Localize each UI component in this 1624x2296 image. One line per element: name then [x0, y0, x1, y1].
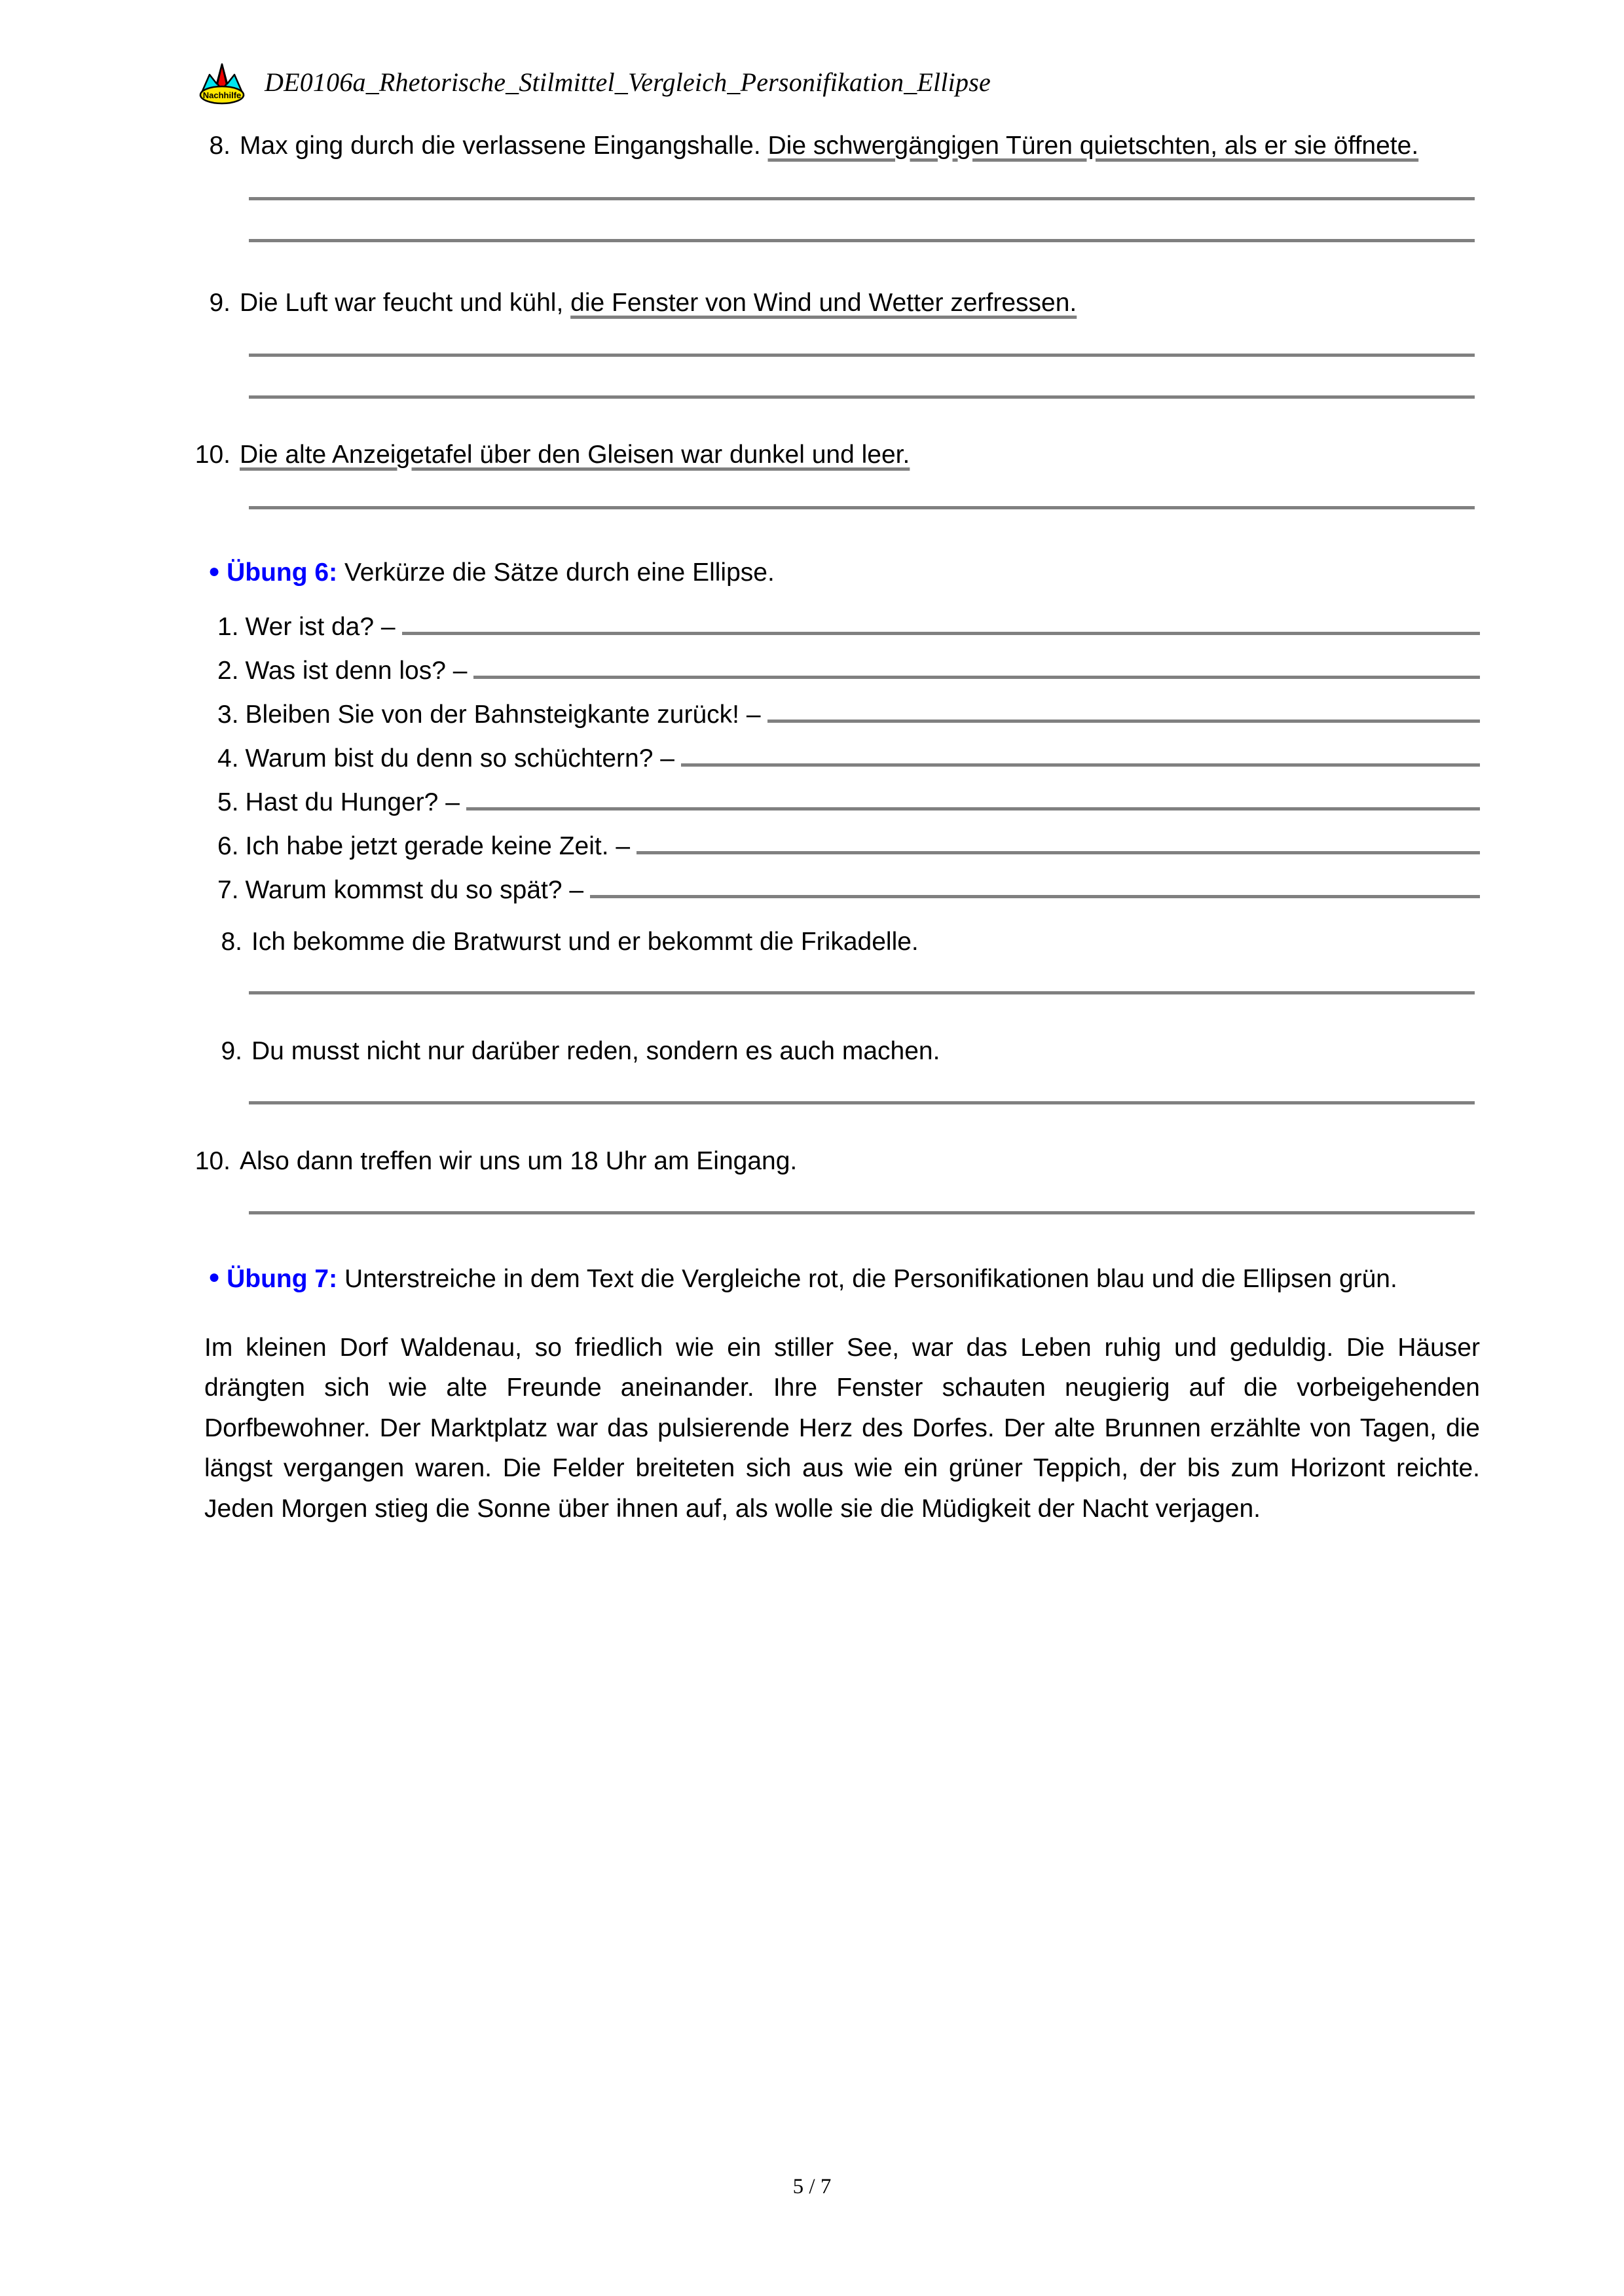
- exercise-7-label: Übung 7:: [227, 1264, 338, 1293]
- item-number: 8.: [209, 132, 231, 160]
- bullet-icon: ●: [208, 1266, 221, 1288]
- exercise-6-heading: [190, 556, 1480, 590]
- item-number: 4.: [217, 744, 239, 773]
- bullet-icon: ●: [208, 560, 221, 582]
- exercise-7-heading: [190, 1263, 1480, 1296]
- list-item: [190, 1145, 1480, 1178]
- item-number: 9.: [209, 288, 231, 317]
- document-title: DE0106a_Rhetorische_Stilmittel_Vergleich_Personifikation_Ellipse: [265, 67, 991, 97]
- item-plain-text: Max ging durch die verlassene Eingangshalle.: [240, 132, 768, 160]
- item-number: 6.: [217, 831, 239, 860]
- item-plain-text: Die Luft war feucht und kühl,: [240, 288, 571, 317]
- item-text: Ich bekomme die Bratwurst und er bekommt die Frikadelle.: [251, 927, 919, 956]
- answer-blank[interactable]: [681, 744, 1480, 767]
- exercise-7-text: Im kleinen Dorf Waldenau, so friedlich wie ein stiller See, war das Leben ruhig und geduldig. Die Häuser drängten sich wie alte Freunde aneinander. Ihre Fenster schauten neugierig auf die vorbeigehenden Dorfbewohner. Der Marktplatz war das pulsierende Herz des Dorfes. Der alte Brunnen erzählte von Tagen, die längst vergangen waren. Die Felder breiteten sich aus wie ein grüner Teppich, der bis zum Horizont reichte. Jeden Morgen stieg die Sonne über ihnen auf, als wolle sie die Müdigkeit der Nacht verjagen.: [204, 1333, 1480, 1523]
- item-number: 1.: [217, 612, 239, 641]
- exercise-7-instruction: Unterstreiche in dem Text die Vergleiche rot, die Personifikationen blau und die Ellipsen grün.: [344, 1264, 1397, 1293]
- exercise-6-label: Übung 6:: [227, 558, 338, 587]
- item-text: Warum kommst du so spät? –: [245, 875, 584, 904]
- list-item: [190, 926, 1480, 959]
- list-item: [190, 1035, 1480, 1068]
- item-number: 7.: [217, 875, 239, 904]
- answer-blank[interactable]: [637, 831, 1480, 854]
- item-number: 5.: [217, 788, 239, 816]
- item-text: Hast du Hunger? –: [245, 788, 460, 816]
- item-text: Bleiben Sie von der Bahnsteigkante zurück! –: [245, 700, 761, 729]
- list-item: [190, 287, 1480, 320]
- answer-blank[interactable]: [590, 875, 1480, 898]
- logo-text: Nachhilfe: [202, 90, 242, 100]
- item-text: Warum bist du denn so schüchtern? –: [245, 744, 674, 773]
- item-number: 8.: [221, 927, 242, 956]
- item-text: [240, 439, 1480, 472]
- answer-blank[interactable]: [473, 656, 1480, 679]
- item-text: Also dann treffen wir uns um 18 Uhr am Eingang.: [240, 1147, 798, 1176]
- page-number: 5 / 7: [792, 2175, 832, 2198]
- item-text: Du musst nicht nur darüber reden, sondern es auch machen.: [251, 1037, 940, 1066]
- item-text: [240, 130, 1480, 163]
- item-number: 10.: [194, 441, 231, 469]
- exercise-6-instruction: Verkürze die Sätze durch eine Ellipse.: [344, 558, 775, 587]
- answer-blank[interactable]: [402, 612, 1480, 635]
- list-item: [217, 744, 1480, 773]
- list-item: [217, 612, 1480, 642]
- item-underlined-text: die Fenster von Wind und Wetter zerfressen.: [570, 288, 1077, 317]
- answer-blank[interactable]: [767, 700, 1480, 723]
- item-text: Was ist denn los? –: [245, 656, 468, 685]
- content-column: [190, 0, 1480, 1529]
- page-footer: [0, 2175, 1624, 2199]
- item-number: 10.: [194, 1147, 231, 1176]
- list-item: [217, 831, 1480, 861]
- item-number: 2.: [217, 656, 239, 685]
- item-number: 9.: [221, 1037, 242, 1066]
- item-text: Wer ist da? –: [245, 612, 396, 641]
- list-item: [217, 656, 1480, 685]
- item-number: 3.: [217, 700, 239, 729]
- list-item: [217, 700, 1480, 729]
- item-underlined-text: Die schwergängigen Türen quietschten, als er sie öffnete.: [767, 132, 1419, 160]
- item-underlined-text: Die alte Anzeigetafel über den Gleisen war dunkel und leer.: [240, 441, 910, 469]
- item-text: [240, 287, 1480, 320]
- list-item: [190, 130, 1480, 163]
- list-item: [217, 788, 1480, 817]
- answer-blank[interactable]: [466, 788, 1480, 811]
- list-item: [190, 439, 1480, 472]
- list-item: [217, 875, 1480, 905]
- item-text: Ich habe jetzt gerade keine Zeit. –: [245, 831, 631, 860]
